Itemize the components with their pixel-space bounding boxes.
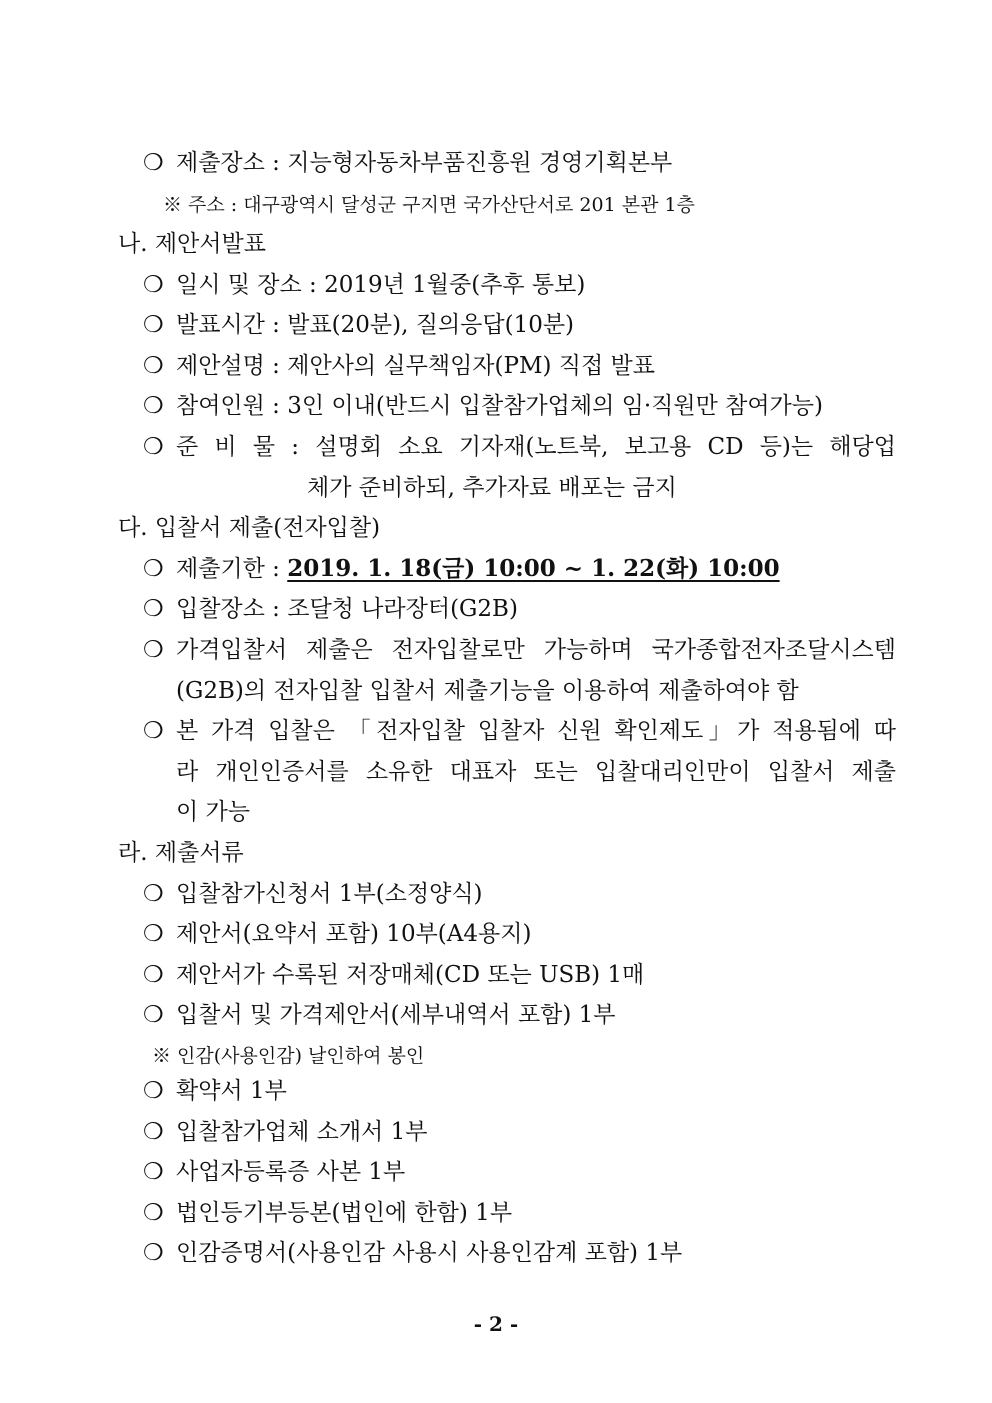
doc-item: 확약서 1부: [176, 1078, 287, 1104]
preparation-items-cont: 체가 준비하되, 추가자료 배포는 금지: [307, 475, 677, 501]
bullet-icon: ❍: [143, 312, 164, 338]
section-heading-da: 다. 입찰서 제출(전자입찰): [118, 515, 381, 541]
attendees: 참여인원 : 3인 이내(반드시 입찰참가업체의 임·직원만 참여가능): [176, 393, 823, 419]
bullet-icon: ❍: [143, 434, 164, 460]
seal-note: ※ 인감(사용인감) 날인하여 봉인: [152, 1045, 425, 1067]
bullet-icon: ❍: [143, 1078, 164, 1104]
doc-item: 인감증명서(사용인감 사용시 사용인감계 포함) 1부: [176, 1240, 683, 1266]
bullet-icon: ❍: [143, 1119, 164, 1145]
bullet-icon: ❍: [143, 1159, 164, 1185]
section-heading-na: 나. 제안서발표: [118, 231, 266, 257]
doc-item: 입찰서 및 가격제안서(세부내역서 포함) 1부: [176, 1002, 616, 1028]
deadline-label: 제출기한 :: [176, 556, 288, 582]
bullet-icon: ❍: [143, 556, 164, 582]
bullet-icon: ❍: [143, 921, 164, 947]
bullet-icon: ❍: [143, 718, 164, 744]
page-number: - 2 -: [473, 1312, 519, 1336]
bullet-icon: ❍: [143, 1240, 164, 1266]
doc-item: 제안서(요약서 포함) 10부(A4용지): [176, 921, 532, 947]
bullet-icon: ❍: [143, 962, 164, 988]
submission-place: 제출장소 : 지능형자동차부품진흥원 경영기획본부: [176, 150, 673, 176]
bullet-icon: ❍: [143, 393, 164, 419]
doc-item: 입찰참가업체 소개서 1부: [176, 1119, 428, 1145]
identity-check-info: 본 가격 입찰은 「전자입찰 입찰자 신원 확인제도」가 적용됨에 따: [176, 718, 896, 744]
price-bid-info: 가격입찰서 제출은 전자입찰로만 가능하며 국가종합전자조달시스템: [176, 637, 896, 663]
bullet-icon: ❍: [143, 1200, 164, 1226]
submission-deadline: [176, 555, 780, 583]
doc-item: 법인등기부등본(법인에 한함) 1부: [176, 1200, 513, 1226]
identity-check-info-end: 이 가능: [176, 799, 250, 825]
deadline-value: 2019. 1. 18(금) 10:00 ~ 1. 22(화) 10:00: [287, 555, 780, 582]
price-bid-info-cont: (G2B)의 전자입찰 입찰서 제출기능을 이용하여 제출하여야 함: [176, 678, 799, 704]
bullet-icon: ❍: [143, 1002, 164, 1028]
bullet-icon: ❍: [143, 596, 164, 622]
bullet-icon: ❍: [143, 272, 164, 298]
doc-item: 제안서가 수록된 저장매체(CD 또는 USB) 1매: [176, 962, 645, 988]
proposal-explanation: 제안설명 : 제안사의 실무책임자(PM) 직접 발표: [176, 353, 655, 379]
bullet-icon: ❍: [143, 881, 164, 907]
section-heading-ra: 라. 제출서류: [118, 840, 244, 866]
bullet-icon: ❍: [143, 150, 164, 176]
bullet-icon: ❍: [143, 637, 164, 663]
doc-item: 사업자등록증 사본 1부: [176, 1159, 406, 1185]
preparation-items: 준 비 물 : 설명회 소요 기자재(노트북, 보고용 CD 등)는 해당업: [176, 434, 896, 460]
doc-item: 입찰참가신청서 1부(소정양식): [176, 881, 483, 907]
identity-check-info-cont: 라 개인인증서를 소유한 대표자 또는 입찰대리인만이 입찰서 제출: [176, 759, 896, 785]
address-note: ※ 주소 : 대구광역시 달성군 구지면 국가산단서로 201 본관 1층: [163, 194, 695, 216]
bullet-icon: ❍: [143, 353, 164, 379]
presentation-duration: 발표시간 : 발표(20분), 질의응답(10분): [176, 312, 575, 338]
presentation-datetime: 일시 및 장소 : 2019년 1월중(추후 통보): [176, 272, 586, 298]
bid-location: 입찰장소 : 조달청 나라장터(G2B): [176, 596, 518, 622]
